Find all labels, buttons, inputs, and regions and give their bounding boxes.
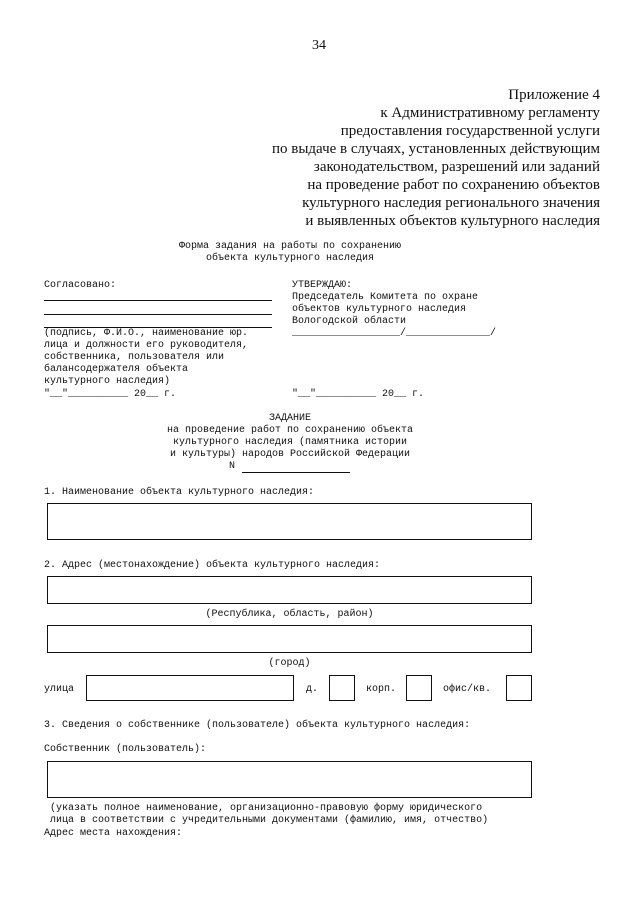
agreed-note-line: балансодержателя объекта — [44, 364, 189, 375]
appendix-line: Приложение 4 — [508, 87, 600, 103]
appendix-line: законодательством, разрешений или заданий — [313, 159, 600, 175]
owner-note-line: (указать полное наименование, организационно-правовую форму юридического — [50, 803, 483, 814]
city-caption: (город) — [268, 658, 311, 669]
assignment-title: ЗАДАНИЕ — [268, 413, 311, 424]
approved-line: Вологодской области — [292, 316, 407, 327]
approved-line: Председатель Комитета по охране — [292, 292, 479, 303]
assignment-heading — [120, 413, 460, 461]
street-label: улица — [44, 684, 75, 695]
appendix-line: на проведение работ по сохранению объектов — [307, 177, 600, 193]
office-field[interactable] — [506, 675, 532, 701]
owner-field[interactable] — [47, 761, 532, 798]
approved-line: объектов культурного наследия — [292, 304, 467, 315]
office-label: офис/кв. — [443, 684, 492, 695]
assignment-number-label: N — [229, 461, 236, 472]
approved-date[interactable]: "__"__________ 20__ г. — [292, 389, 425, 400]
section-2-title: 2. Адрес (местонахождение) объекта культурного наследия: — [44, 560, 381, 571]
form-title-line: Форма задания на работы по сохранению — [178, 241, 402, 252]
owner-note-line: лица в соответствии с учредительными документами (фамилию, имя, отчество) — [50, 815, 489, 826]
page-number: 34 — [312, 38, 326, 53]
address-label: Адрес места нахождения: — [44, 828, 183, 839]
building-field[interactable] — [406, 675, 432, 701]
assignment-line: и культуры) народов Российской Федерации — [169, 449, 411, 460]
owner-label: Собственник (пользователь): — [44, 744, 207, 755]
form-title-line: объекта культурного наследия — [205, 253, 375, 264]
assignment-line: на проведение работ по сохранению объекта — [166, 425, 414, 436]
assignment-line: культурного наследия (памятника истории — [172, 437, 408, 448]
street-field[interactable] — [86, 675, 294, 701]
house-field[interactable] — [329, 675, 355, 701]
appendix-line: по выдаче в случаях, установленных действующим — [271, 141, 600, 157]
appendix-line: предоставления государственной услуги — [340, 123, 600, 139]
agreed-note — [44, 328, 248, 388]
appendix-header — [180, 86, 600, 230]
agreed-note-line: культурного наследия) — [44, 376, 171, 387]
approved-block — [292, 280, 478, 328]
region-field[interactable] — [47, 576, 532, 604]
form-title — [140, 241, 440, 265]
owner-note — [50, 803, 488, 827]
appendix-line: и выявленных объектов культурного наследия — [305, 213, 600, 229]
appendix-line: культурного наследия регионального значения — [302, 195, 600, 211]
section-1-title: 1. Наименование объекта культурного наследия: — [44, 487, 315, 498]
agreed-label: Согласовано: — [44, 280, 117, 291]
agreed-date[interactable]: "__"__________ 20__ г. — [44, 389, 177, 400]
approved-label: УТВЕРЖДАЮ: — [292, 280, 353, 291]
agreed-signature-line[interactable] — [44, 314, 272, 315]
agreed-note-line: собственника, пользователя или — [44, 352, 225, 363]
region-caption: (Республика, область, район) — [205, 609, 374, 620]
house-label: д. — [306, 684, 319, 695]
agreed-note-line: лица и должности его руководителя, — [44, 340, 249, 351]
appendix-line: к Административному регламенту — [380, 105, 600, 121]
approved-signature-line[interactable]: __________________/______________/ — [292, 328, 497, 339]
city-field[interactable] — [47, 625, 532, 653]
agreed-note-line: (подпись, Ф.И.О., наименование юр. — [44, 328, 249, 339]
object-name-field[interactable] — [47, 503, 532, 540]
building-label: корп. — [366, 684, 397, 695]
agreed-signature-line[interactable] — [44, 300, 272, 301]
assignment-number-field[interactable] — [242, 472, 350, 473]
section-3-title: 3. Сведения о собственнике (пользователе) объекта культурного наследия: — [44, 720, 471, 731]
